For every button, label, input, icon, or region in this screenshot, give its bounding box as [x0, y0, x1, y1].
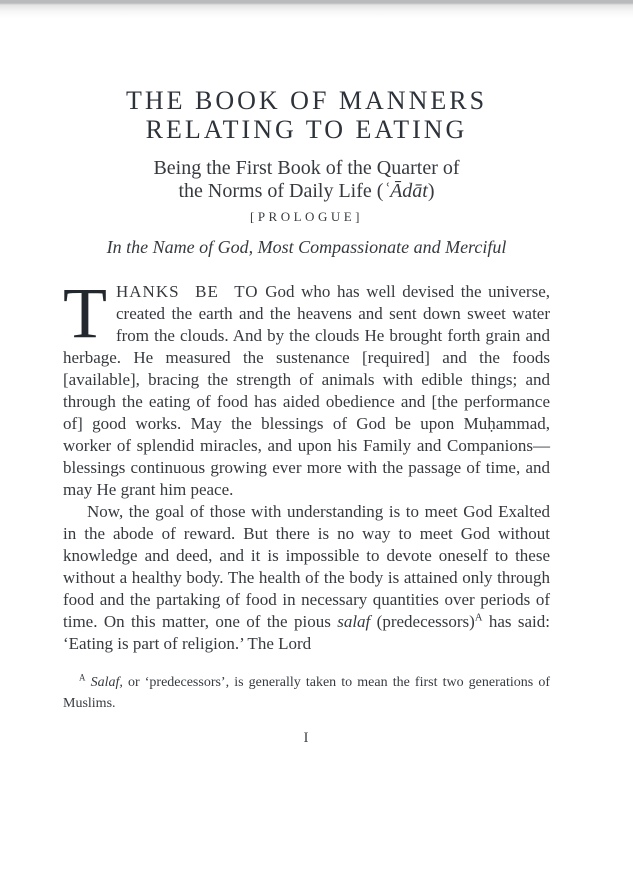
- book-subtitle-line-2: the Norms of Daily Life (ʿĀdāt): [178, 180, 435, 202]
- opening-caps: HANKS BE TO: [115, 282, 259, 301]
- drop-cap-letter: T: [63, 273, 107, 353]
- book-title-line-2: RELATING TO EATING: [145, 115, 468, 144]
- book-title: [63, 86, 550, 144]
- footnote: $^A$ Salaf, or ‘predecessors’, is generally taken to mean the first two generations of Muslims.: [63, 672, 550, 711]
- book-subtitle: [63, 157, 550, 203]
- book-subtitle-line-1: Being the First Book of the Quarter of: [153, 157, 460, 179]
- page-number: I: [303, 730, 310, 746]
- text-block: [63, 0, 550, 747]
- second-paragraph: Now, the goal of those with understanding is to meet God Exalted in the abode of reward. But there is no way to meet God without knowledge and deed, and it is impossible to devote oneself to these without a healthy body. The health of the body is attained only through food and the partaking of food in necessary quantities over periods of time. On this matter, one of the pious salaf (predecessors)$^A$ has said: ‘Eating is part of religion.’ The Lord: [63, 502, 550, 653]
- invocation-line: In the Name of God, Most Compassionate and Merciful: [106, 237, 507, 257]
- opening-paragraph-text: God who has well devised the universe, created the earth and the heavens and sent down sweet water from the clouds. And by the clouds He brought forth grain and herbage. He measured the sustenance [required] and the foods [available], bracing the strength of animals with edible things; and through the eating of food has aided obedience and [the performance of] good works. May the blessings of God be upon Muḥammad, worker of splendid miracles, and upon his Family and Companions—blessings continuous growing ever more with the passage of time, and may He grant him peace.: [63, 282, 550, 499]
- prologue-label: [PROLOGUE]: [250, 209, 363, 224]
- book-title-line-1: THE BOOK OF MANNERS: [125, 86, 488, 115]
- opening-paragraph: [63, 273, 550, 501]
